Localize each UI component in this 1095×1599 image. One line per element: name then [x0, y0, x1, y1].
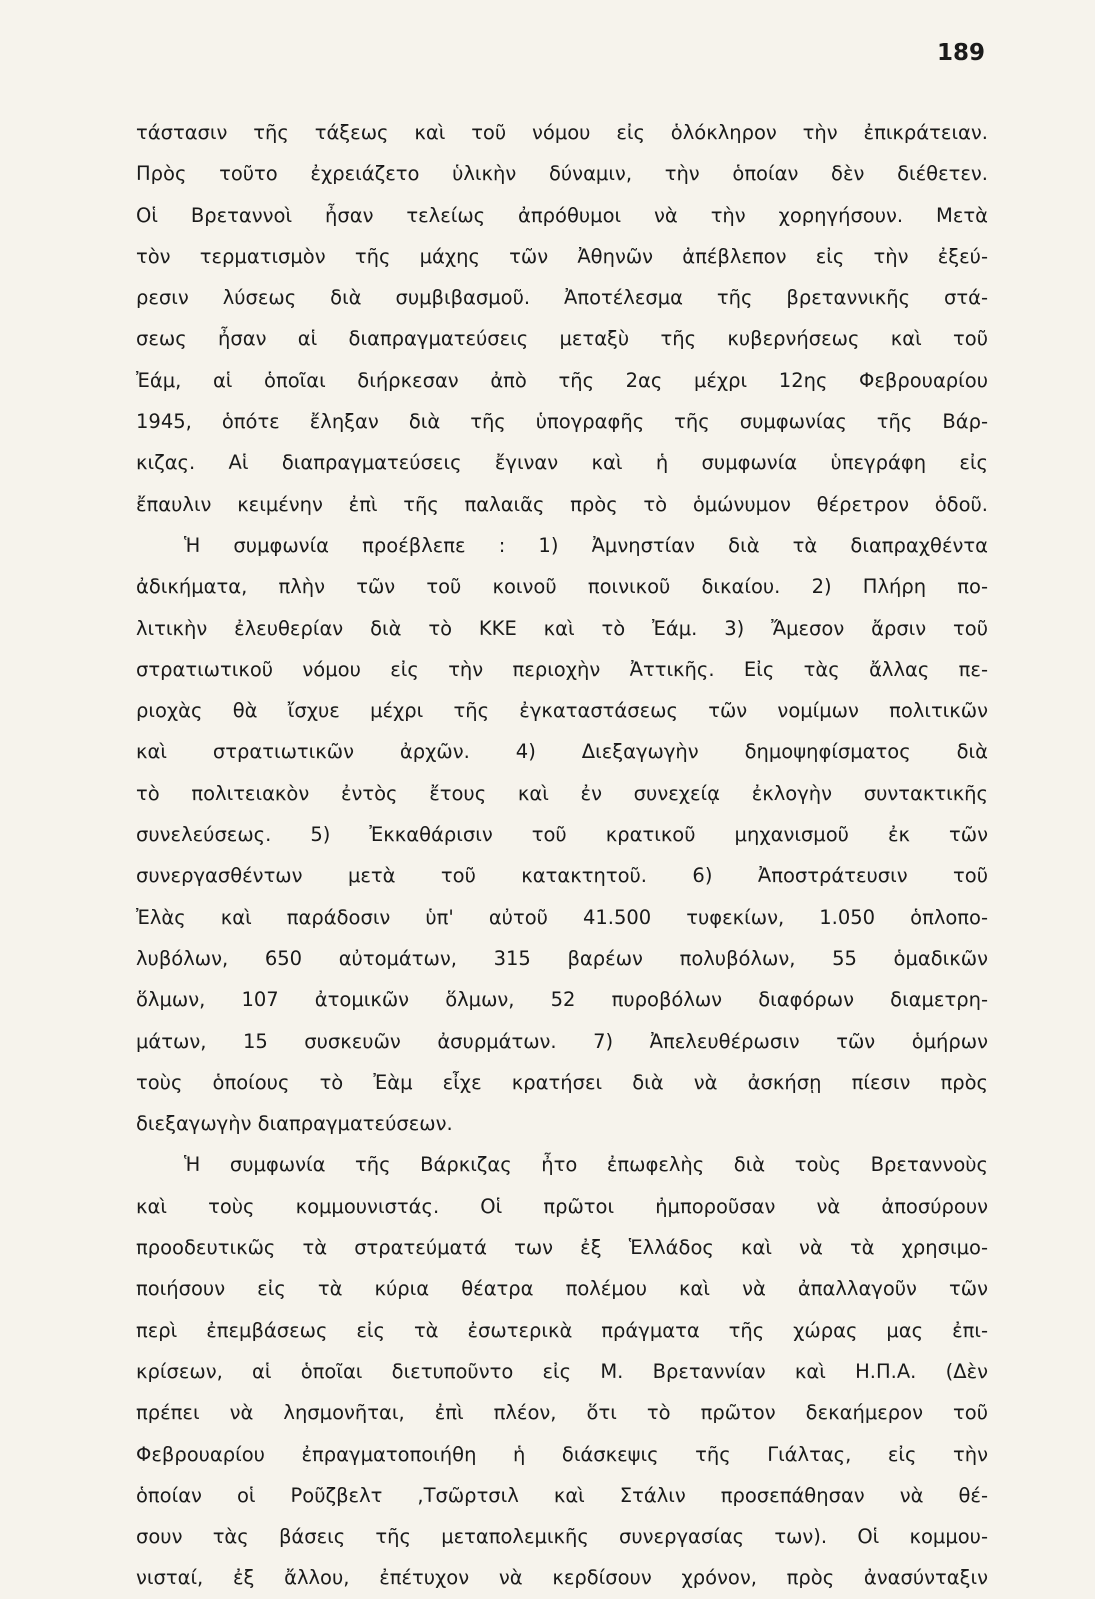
- text-line: καὶ τοὺς κομμουνιστάς. Οἱ πρῶτοι ἠμποροῦσαν νὰ ἀποσύρουν: [136, 1194, 988, 1218]
- text-line: κρίσεων, αἱ ὁποῖαι διετυποῦντο εἰς Μ. Βρεταννίαν καὶ Η.Π.Α. (Δὲν: [136, 1359, 988, 1383]
- text-line: τάστασιν τῆς τάξεως καὶ τοῦ νόμου εἰς ὁλόκληρον τὴν ἐπικράτειαν.: [136, 121, 988, 144]
- text-line: νισταί, ἐξ ἄλλου, ἐπέτυχον νὰ κερδίσουν χρόνον, πρὸς ἀνασύνταξιν: [136, 1566, 988, 1590]
- text-line: τοὺς ὁποίους τὸ Ἐὰμ εἶχε κρατήσει διὰ νὰ ἀσκήσῃ πίεσιν πρὸς: [136, 1070, 988, 1094]
- text-line: στρατιωτικοῦ νόμου εἰς τὴν περιοχὴν Ἀττικῆς. Εἰς τὰς ἄλλας πε-: [136, 657, 988, 681]
- text-line: Πρὸς τοῦτο ἐχρειάζετο ὑλικὴν δύναμιν, τὴν ὁποίαν δὲν διέθετεν.: [136, 162, 988, 186]
- text-line: ἀδικήματα, πλὴν τῶν τοῦ κοινοῦ ποινικοῦ δικαίου. 2) Πλήρη πο-: [136, 575, 988, 599]
- text-line: ριοχὰς θὰ ἴσχυε μέχρι τῆς ἐγκαταστάσεως τῶν νομίμων πολιτικῶν: [136, 699, 988, 723]
- text-line: ὁποίαν οἱ Ροῦζβελτ ,Τσῶρτσιλ καὶ Στάλιν προσεπάθησαν νὰ θέ-: [136, 1483, 988, 1507]
- text-line: λυβόλων, 650 αὐτομάτων, 315 βαρέων πολυβόλων, 55 ὁμαδικῶν: [136, 946, 988, 970]
- text-line: συνεργασθέντων μετὰ τοῦ κατακτητοῦ. 6) Ἀποστράτευσιν τοῦ: [136, 864, 988, 888]
- text-line: προοδευτικῶς τὰ στρατεύματά των ἐξ Ἑλλάδος καὶ νὰ τὰ χρησιμο-: [136, 1236, 988, 1260]
- text-line: συνελεύσεως. 5) Ἐκκαθάρισιν τοῦ κρατικοῦ μηχανισμοῦ ἐκ τῶν: [136, 823, 988, 847]
- text-line: λιτικὴν ἐλευθερίαν διὰ τὸ ΚΚΕ καὶ τὸ Ἐάμ. 3) Ἄμεσον ἄρσιν τοῦ: [136, 616, 988, 640]
- text-line: σεως ἦσαν αἱ διαπραγματεύσεις μεταξὺ τῆς κυβερνήσεως καὶ τοῦ: [136, 327, 988, 351]
- text-line: Ἐάμ, αἱ ὁποῖαι διήρκεσαν ἀπὸ τῆς 2ας μέχρι 12ης Φεβρουαρίου: [136, 368, 988, 392]
- text-line: περὶ ἐπεμβάσεως εἰς τὰ ἐσωτερικὰ πράγματα τῆς χώρας μας ἐπι-: [136, 1318, 988, 1342]
- text-line: Ἡ συμφωνία τῆς Βάρκιζας ἦτο ἐπωφελὴς διὰ τοὺς Βρεταννοὺς: [184, 1153, 988, 1177]
- text-line: ρεσιν λύσεως διὰ συμβιβασμοῦ. Ἀποτέλεσμα τῆς βρεταννικῆς στά-: [136, 286, 988, 310]
- text-line: 1945, ὁπότε ἔληξαν διὰ τῆς ὑπογραφῆς τῆς συμφωνίας τῆς Βάρ-: [136, 410, 988, 434]
- body-text: [136, 112, 988, 1599]
- text-line: διεξαγωγὴν διαπραγματεύσεων.: [136, 1112, 453, 1136]
- text-line: ποιήσουν εἰς τὰ κύρια θέατρα πολέμου καὶ νὰ ἀπαλλαγοῦν τῶν: [136, 1277, 988, 1301]
- text-line: σουν τὰς βάσεις τῆς μεταπολεμικῆς συνεργασίας των). Οἱ κομμου-: [136, 1525, 988, 1549]
- text-line: τὸν τερματισμὸν τῆς μάχης τῶν Ἀθηνῶν ἀπέβλεπον εἰς τὴν ἐξεύ-: [136, 244, 988, 268]
- text-line: Ἡ συμφωνία προέβλεπε : 1) Ἀμνηστίαν διὰ τὰ διαπραχθέντα: [184, 533, 988, 557]
- text-line: μάτων, 15 συσκευῶν ἀσυρμάτων. 7) Ἀπελευθέρωσιν τῶν ὁμήρων: [136, 1029, 988, 1053]
- text-line: τὸ πολιτειακὸν ἐντὸς ἔτους καὶ ἐν συνεχείᾳ ἐκλογὴν συντακτικῆς: [136, 781, 988, 805]
- text-line: ἔπαυλιν κειμένην ἐπὶ τῆς παλαιᾶς πρὸς τὸ ὁμώνυμον θέρετρον ὁδοῦ.: [136, 492, 988, 516]
- text-line: Ἐλὰς καὶ παράδοσιν ὑπ' αὐτοῦ 41.500 τυφεκίων, 1.050 ὁπλοπο-: [136, 905, 988, 929]
- text-line: ὅλμων, 107 ἀτομικῶν ὅλμων, 52 πυροβόλων διαφόρων διαμετρη-: [136, 988, 988, 1012]
- text-line: κιζας. Αἱ διαπραγματεύσεις ἔγιναν καὶ ἡ συμφωνία ὑπεγράφη εἰς: [136, 451, 988, 475]
- text-line: Φεβρουαρίου ἐπραγματοποιήθη ἡ διάσκεψις τῆς Γιάλτας, εἰς τὴν: [136, 1442, 988, 1466]
- text-line: πρέπει νὰ λησμονῆται, ἐπὶ πλέον, ὅτι τὸ πρῶτον δεκαήμερον τοῦ: [136, 1401, 988, 1425]
- page-number: 189: [936, 40, 985, 66]
- text-line: Οἱ Βρεταννοὶ ἦσαν τελείως ἀπρόθυμοι νὰ τὴν χορηγήσουν. Μετὰ: [136, 203, 988, 227]
- text-line: καὶ στρατιωτικῶν ἀρχῶν. 4) Διεξαγωγὴν δημοψηφίσματος διὰ: [136, 740, 988, 764]
